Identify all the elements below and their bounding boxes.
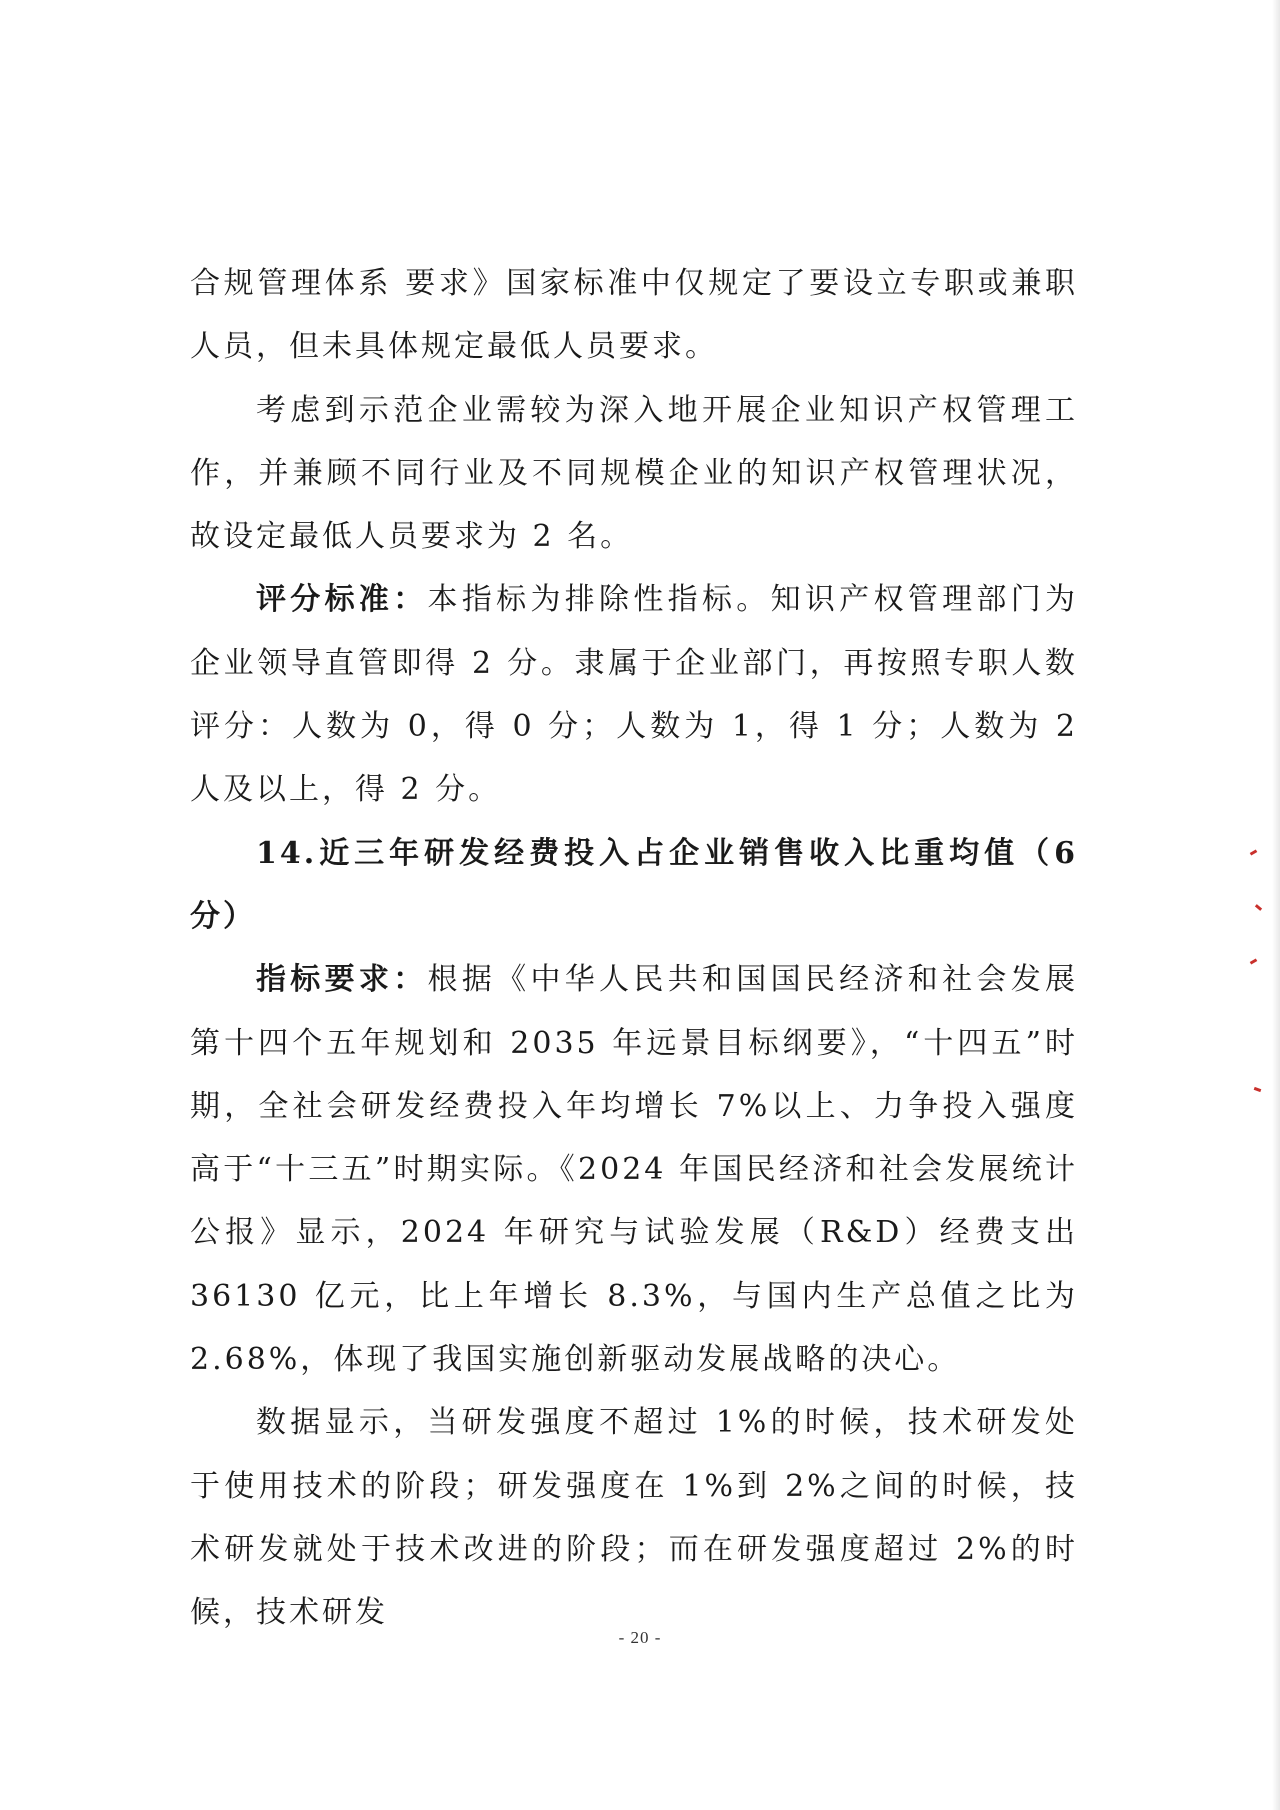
paragraph-text: 合规管理体系 要求》国家标准中仅规定了要设立专职或兼职人员，但未具体规定最低人员要求。 <box>190 266 1078 365</box>
paragraph-label: 评分标准： <box>256 582 428 618</box>
seal-fragment <box>1255 904 1262 911</box>
page-edge-shadow <box>1272 0 1280 1810</box>
paragraph-text: 本指标为排除性指标。知识产权管理部门为企业领导直管即得 2 分。隶属于企业部门，再按照专职人数评分：人数为 0，得 0 分；人数为 1，得 1 分；人数为 2 人及以上，得 2 分。 <box>190 582 1079 808</box>
page-number: - 20 - <box>618 1628 662 1647</box>
paragraph-text: 根据《中华人民共和国国民经济和社会发展第十四个五年规划和 2035 年远景目标纲要》，“十四五”时期，全社会研发经费投入年均增长 7%以上、力争投入强度高于“十三五”时期实际。《2024 年国民经济和社会发展统计公报》显示，2024 年研究与试验发展（R&D）经费支出 36130 亿元，比上年增长 8.3%，与国内生产总值之比为 2.68%，体现了我国实施创新驱动发展战略的决心。 <box>190 962 1079 1378</box>
paragraph-scoring-criteria <box>190 568 1078 821</box>
heading-text: 14.近三年研发经费投入占企业销售收入比重均值（6 分） <box>190 835 1078 934</box>
paragraph-body <box>190 1391 1078 1644</box>
paragraph-text: 考虑到示范企业需较为深入地开展企业知识产权管理工作，并兼顾不同行业及不同规模企业的知识产权管理状况，故设定最低人员要求为 2 名。 <box>190 392 1078 555</box>
section-heading <box>190 822 1078 949</box>
seal-fragment <box>1250 958 1258 964</box>
paragraph-label: 指标要求： <box>256 962 428 998</box>
paragraph-indicator-requirements <box>190 948 1078 1391</box>
seal-fragment <box>1254 1087 1262 1092</box>
paragraph-body <box>190 379 1078 569</box>
paragraph-continuation <box>190 252 1078 379</box>
paragraph-text: 数据显示，当研发强度不超过 1%的时候，技术研发处于使用技术的阶段；研发强度在 1%到 2%之间的时候，技术研发就处于技术改进的阶段；而在研发强度超过 2%的时候，技术研发 <box>190 1405 1078 1631</box>
document-body <box>190 252 1078 1645</box>
seal-fragment <box>1250 849 1258 855</box>
